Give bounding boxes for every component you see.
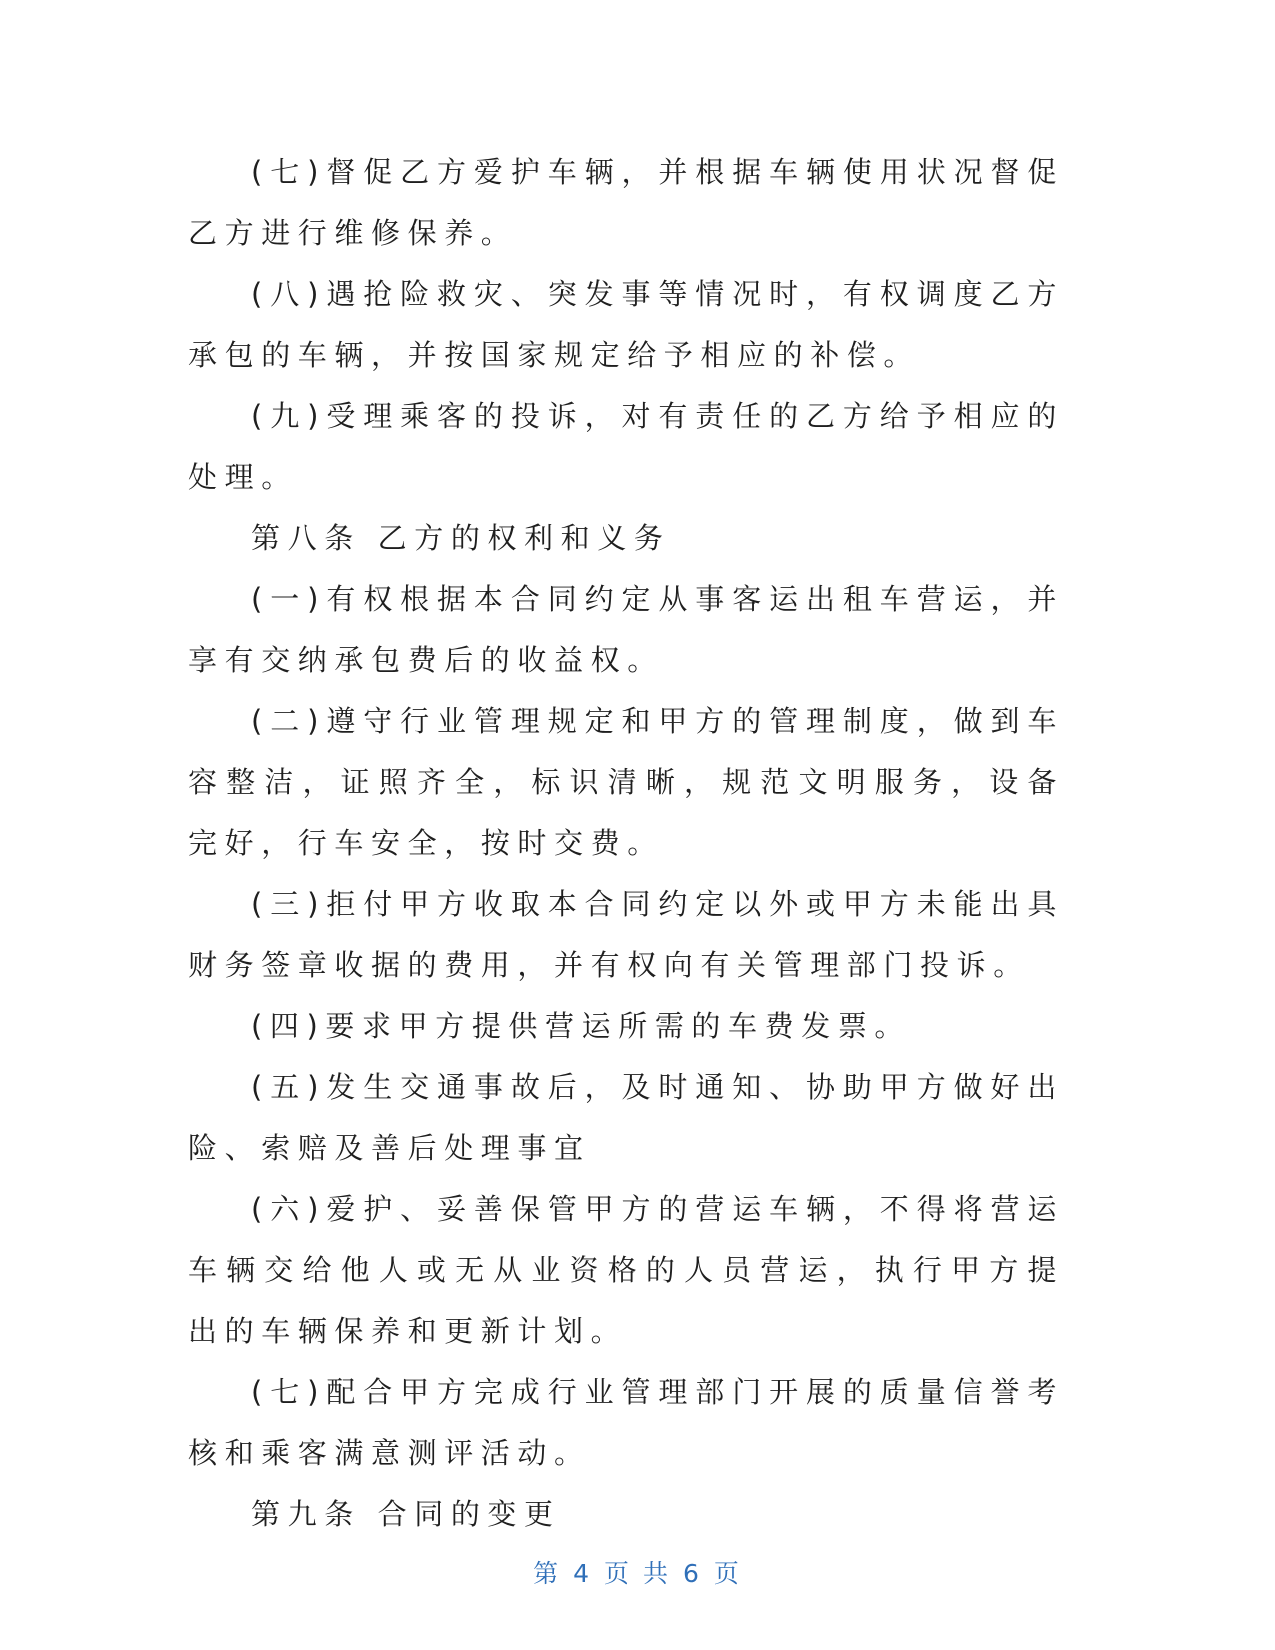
paragraph-item-8-emergency-dispatch: (八)遇抢险救灾、突发事等情况时，有权调度乙方承包的车辆，并按国家规定给予相应的补偿。: [188, 277, 1064, 372]
total-page-number: 6: [682, 1559, 702, 1588]
footer-prefix: 第: [533, 1559, 562, 1588]
paragraph-item-3-refuse-fees: (三)拒付甲方收取本合同约定以外或甲方未能出具财务签章收据的费用，并有权向有关管理部门投诉。: [188, 887, 1064, 982]
section-heading-article-9: 第九条 合同的变更: [251, 1497, 561, 1531]
page-number-footer: [0, 1554, 1275, 1590]
paragraph-item-4-invoices: (四)要求甲方提供营运所需的车费发票。: [251, 1009, 912, 1043]
paragraph-item-7-supervise-maintenance: (七)督促乙方爱护车辆，并根据车辆使用状况督促乙方进行维修保养。: [188, 155, 1064, 250]
current-page-number: 4: [573, 1559, 593, 1588]
footer-middle: 页 共: [604, 1559, 671, 1588]
document-body: [188, 142, 1064, 1545]
paragraph-item-2-comply-regulations: (二)遵守行业管理规定和甲方的管理制度，做到车容整洁，证照齐全，标识清晰，规范文明服务，设备完好，行车安全，按时交费。: [188, 704, 1064, 860]
paragraph-item-1-operation-rights: (一)有权根据本合同约定从事客运出租车营运，并享有交纳承包费后的收益权。: [188, 582, 1064, 677]
section-heading-article-8: 第八条 乙方的权利和义务: [251, 521, 671, 555]
footer-suffix: 页: [713, 1559, 742, 1588]
paragraph-item-6-vehicle-care: (六)爱护、妥善保管甲方的营运车辆，不得将营运车辆交给他人或无从业资格的人员营运，执行甲方提出的车辆保养和更新计划。: [188, 1192, 1064, 1348]
paragraph-item-7-quality-evaluation: (七)配合甲方完成行业管理部门开展的质量信誉考核和乘客满意测评活动。: [188, 1375, 1064, 1470]
paragraph-item-5-traffic-accident: (五)发生交通事故后，及时通知、协助甲方做好出险、索赔及善后处理事宜: [188, 1070, 1064, 1165]
paragraph-item-9-complaints: (九)受理乘客的投诉，对有责任的乙方给予相应的处理。: [188, 399, 1064, 494]
